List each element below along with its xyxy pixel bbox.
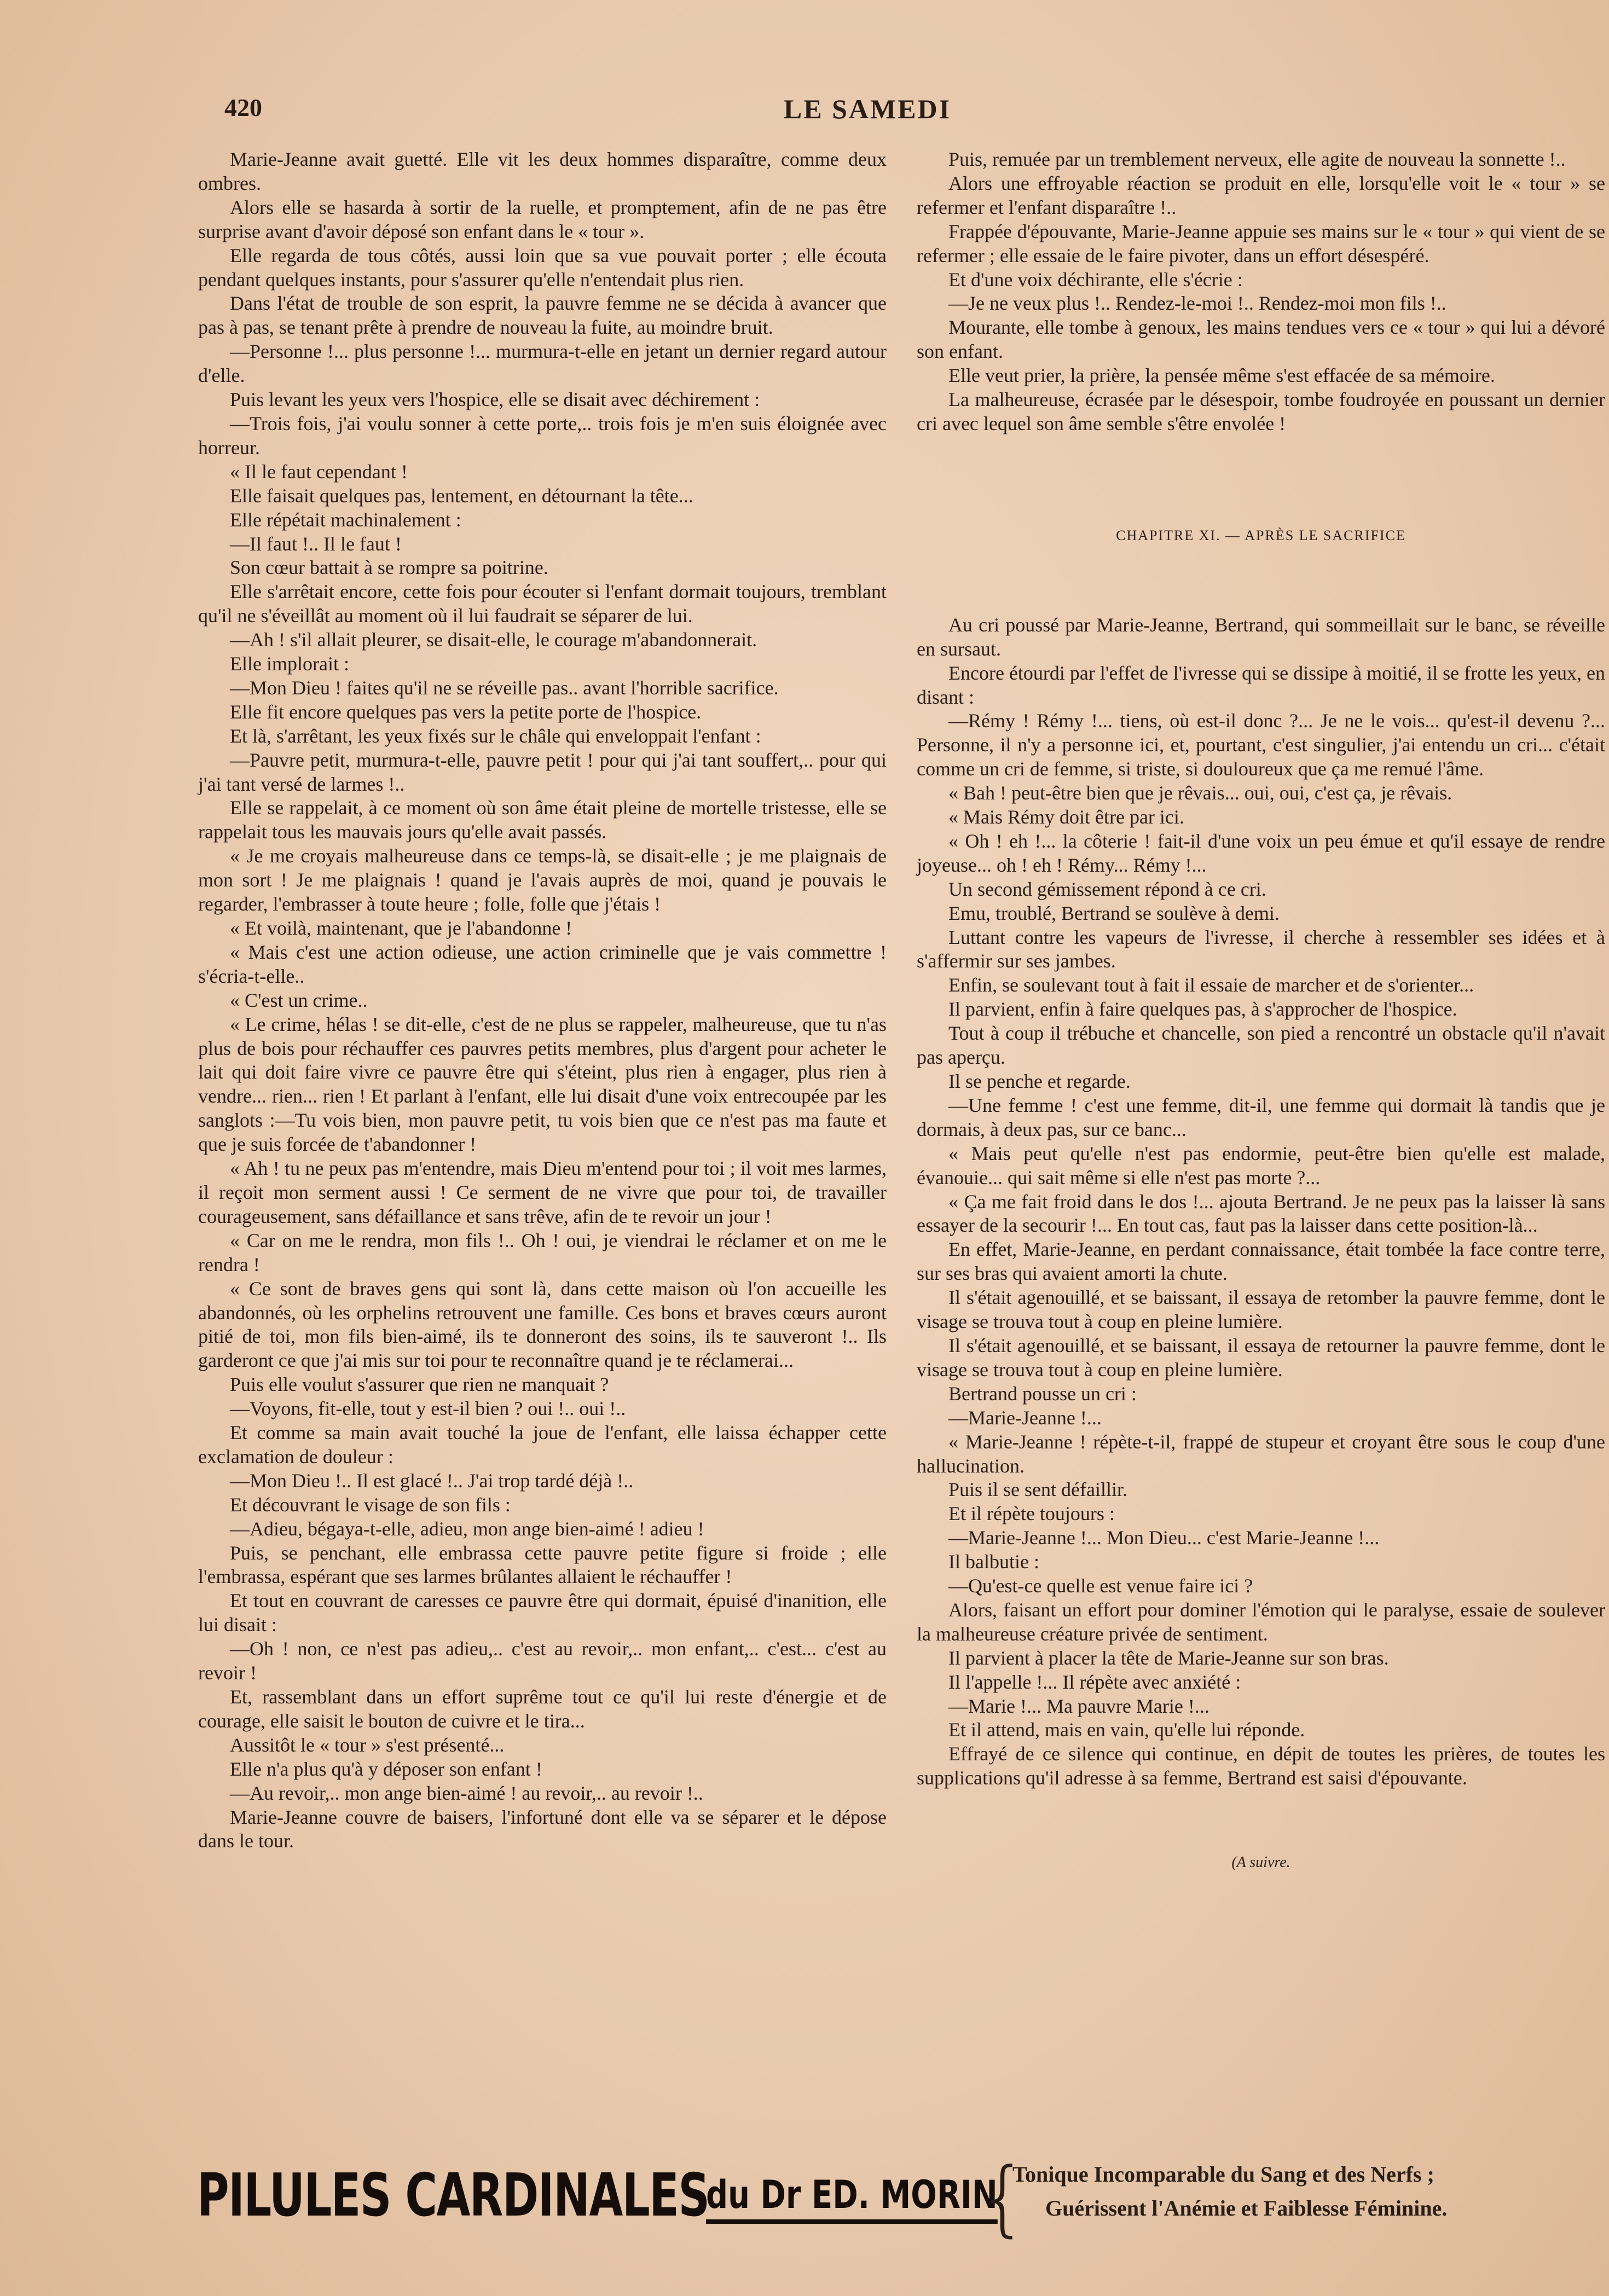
paragraph: —Marie !... Ma pauvre Marie !... — [948, 1695, 1209, 1717]
paragraph: Et il attend, mais en vain, qu'elle lui réponde. — [948, 1719, 1305, 1741]
paragraph: Alors elle se hasarda à sortir de la ruelle, et promptement, afin de ne pas être surprise avant d'avoir déposé son enfant dans le « tour ». — [198, 196, 887, 242]
paragraph: Son cœur battait à se rompre sa poitrine. — [230, 556, 548, 579]
advertisement — [186, 2145, 1598, 2246]
paragraph: —Voyons, fit-elle, tout y est-il bien ? oui !.. oui !.. — [230, 1398, 626, 1420]
paragraph: Et il répète toujours : — [948, 1503, 1115, 1525]
paragraph: Aussitôt le « tour » s'est présenté... — [230, 1733, 505, 1756]
paragraph: Puis levant les yeux vers l'hospice, elle se disait avec déchirement : — [230, 389, 760, 411]
paragraph: Elle regarda de tous côtés, aussi loin que sa vue pouvait porter ; elle écouta pendant quelques instants, pour s'assurer qu'elle n'entendait plus rien. — [198, 244, 887, 291]
paragraph: Elle répétait machinalement : — [230, 508, 461, 531]
chapter-heading: CHAPITRE XI. — APRÈS LE SACRIFICE — [1116, 527, 1406, 543]
paragraph: La malheureuse, écrasée par le désespoir, tombe foudroyée en poussant un dernier cri avec lequel son âme semble s'être envolée ! — [917, 389, 1605, 434]
paragraph: Et là, s'arrêtant, les yeux fixés sur le châle qui enveloppait l'enfant : — [230, 724, 761, 747]
paragraph: « C'est un crime.. — [230, 989, 368, 1011]
paragraph: —Oh ! non, ce n'est pas adieu,.. c'est au revoir,.. mon enfant,.. c'est... c'est au revoir ! — [198, 1638, 887, 1684]
paragraph: Puis, remuée par un tremblement nerveux, elle agite de nouveau la sonnette !.. — [948, 148, 1566, 170]
paragraph: « Et voilà, maintenant, que je l'abandonne ! — [230, 917, 572, 939]
paragraph: « Bah ! peut-être bien que je rêvais... oui, oui, c'est ça, je rêvais. — [948, 782, 1452, 804]
to-be-continued: (A suivre. — [1231, 1854, 1290, 1871]
right-column-top — [917, 148, 1605, 436]
paragraph: Emu, troublé, Bertrand se soulève à demi. — [948, 902, 1280, 924]
paragraph: « Mais Rémy doit être par ici. — [948, 806, 1184, 828]
paragraph: —Adieu, bégaya-t-elle, adieu, mon ange bien-aimé ! adieu ! — [230, 1517, 704, 1540]
paragraph: —Marie-Jeanne !... Mon Dieu... c'est Marie-Jeanne !... — [948, 1527, 1380, 1549]
paragraph: Alors, faisant un effort pour dominer l'émotion qui le paralyse, essaie de soulever la malheureuse créature privée de sentiment. — [917, 1598, 1605, 1645]
paragraph: Et découvrant le visage de son fils : — [230, 1493, 511, 1516]
ad-tagline-line2: Guérissent l'Anémie et Faiblesse Féminine. — [1045, 2196, 1448, 2220]
journal-title: LE SAMEDI — [783, 94, 952, 124]
ad-tagline-line1: Tonique Incomparable du Sang et des Nerfs ; — [1012, 2162, 1434, 2187]
paragraph: « Il le faut cependant ! — [230, 460, 408, 483]
paragraph: « Marie-Jeanne ! répète-t-il, frappé de stupeur et croyant être sous le coup d'une hallucination. — [917, 1430, 1605, 1477]
ad-author: du Dr ED. MORIN — [706, 2172, 998, 2224]
paragraph: Frappée d'épouvante, Marie-Jeanne appuie ses mains sur le « tour » qui vient de se refermer ; elle essaie de le faire pivoter, dans un effort désespéré. — [917, 220, 1605, 266]
paragraph: Il se penche et regarde. — [948, 1070, 1131, 1092]
paragraph: Dans l'état de trouble de son esprit, la pauvre femme ne se décida à avancer que pas à pas, se tenant prête à prendre de nouveau la fuite, au moindre bruit. — [198, 292, 887, 339]
ad-brand: PILULES CARDINALES — [197, 2161, 709, 2230]
paragraph: Enfin, se soulevant tout à fait il essaie de marcher et de s'orienter... — [948, 974, 1474, 996]
paragraph: Un second gémissement répond à ce cri. — [948, 878, 1266, 900]
paragraph: —Mon Dieu !.. Il est glacé !.. J'ai trop tardé déjà !.. — [230, 1469, 634, 1492]
paragraph: Il parvient, enfin à faire quelques pas, à s'approcher de l'hospice. — [948, 998, 1457, 1021]
brace-icon: { — [977, 2150, 1029, 2246]
paragraph: Marie-Jeanne avait guetté. Elle vit les deux hommes disparaître, comme deux ombres. — [198, 148, 887, 194]
paragraph: Il s'était agenouillé, et se baissant, il essaya de retourner la pauvre femme, dont le visage se trouva tout à coup en pleine lumière. — [917, 1334, 1605, 1381]
right-column — [917, 148, 1605, 1875]
paragraph: —Rémy ! Rémy !... tiens, où est-il donc ?... Je ne le vois... qu'est-il devenu ?... Personne, il n'y a personne ici, et, pourtant, c'est singulier, j'ai entendu un cri... c'était comme un cri de femme, si triste, si douloureux que ça me remué l'âme. — [917, 710, 1605, 780]
paragraph: Bertrand pousse un cri : — [948, 1382, 1137, 1405]
paragraph: —Je ne veux plus !.. Rendez-le-moi !.. Rendez-moi mon fils !.. — [948, 292, 1446, 315]
paragraph: Et d'une voix déchirante, elle s'écrie : — [948, 268, 1243, 291]
paragraph: Puis, se penchant, elle embrassa cette pauvre petite figure si froide ; elle l'embrassa, espérant que ses larmes brûlantes allaient le réchauffer ! — [198, 1541, 887, 1588]
paragraph: Et, rassemblant dans un effort suprême tout ce qu'il lui reste d'énergie et de courage, elle saisit le bouton de cuivre et le tira... — [198, 1686, 887, 1732]
left-column — [198, 148, 887, 1853]
paragraph: « Ça me fait froid dans le dos !... ajouta Bertrand. Je ne peux pas la laisser là sans essayer de la secourir !... En tout cas, faut pas la laisser dans cette position-là... — [917, 1190, 1605, 1237]
paragraph: « Car on me le rendra, mon fils !.. Oh ! oui, je viendrai le réclamer et on me le rendra ! — [198, 1229, 887, 1275]
paragraph: Elle veut prier, la prière, la pensée même s'est effacée de sa mémoire. — [948, 364, 1495, 387]
paragraph: —Mon Dieu ! faites qu'il ne se réveille pas.. avant l'horrible sacrifice. — [230, 676, 779, 699]
paragraph: Marie-Jeanne couvre de baisers, l'infortuné dont elle va se séparer et le dépose dans le tour. — [198, 1806, 887, 1852]
page-header — [224, 93, 1510, 131]
paragraph: Et tout en couvrant de caresses ce pauvre être qui dormait, épuisé d'inanition, elle lui disait : — [198, 1590, 887, 1636]
page-number: 420 — [224, 94, 262, 121]
paragraph: Il parvient à placer la tête de Marie-Jeanne sur son bras. — [948, 1646, 1389, 1669]
paragraph: Tout à coup il trébuche et chancelle, son pied a rencontré un obstacle qu'il n'avait pas aperçu. — [917, 1022, 1605, 1069]
paragraph: —Personne !... plus personne !... murmura-t-elle en jetant un dernier regard autour d'elle. — [198, 340, 887, 387]
paragraph: Elle implorait : — [230, 653, 349, 675]
paragraph: —Ah ! s'il allait pleurer, se disait-elle, le courage m'abandonnerait. — [230, 629, 757, 651]
paragraph: Elle s'arrêtait encore, cette fois pour écouter si l'enfant dormait toujours, tremblant qu'il ne s'éveillât au moment où il lui faudrait se séparer de lui. — [198, 581, 887, 627]
paragraph: Et comme sa main avait touché la joue de l'enfant, elle laissa échapper cette exclamation de douleur : — [198, 1422, 887, 1468]
paragraph: —Trois fois, j'ai voulu sonner à cette porte,.. trois fois je m'en suis éloignée avec horreur. — [198, 412, 887, 459]
paragraph: Effrayé de ce silence qui continue, en dépit de toutes les prières, de toutes les supplications qu'il adresse à sa femme, Bertrand est saisi d'épouvante. — [917, 1743, 1605, 1789]
right-column-bottom — [917, 613, 1605, 1790]
paragraph: Puis il se sent défaillir. — [948, 1479, 1127, 1501]
paragraph: Elle se rappelait, à ce moment où son âme était pleine de mortelle tristesse, elle se rappelait tous les mauvais jours qu'elle avait passés. — [198, 797, 887, 843]
paragraph: Il s'était agenouillé, et se baissant, il essaya de retomber la pauvre femme, dont le visage se trouva tout à coup en pleine lumière. — [917, 1286, 1605, 1333]
paragraph: —Au revoir,.. mon ange bien-aimé ! au revoir,.. au revoir !.. — [230, 1782, 703, 1804]
paragraph: Elle faisait quelques pas, lentement, en détournant la tête... — [230, 484, 693, 507]
paragraph: « Ce sont de braves gens qui sont là, dans cette maison où l'on accueille les abandonnés, où les orphelins retrouvent une famille. Ces bons et braves cœurs auront pitié de toi, mon fils bien-aimé, ils te donneront des soins, ils te sauveront !.. Ils garderont ce que j'ai mis sur toi pour te reconnaître quand je te réclamerai... — [198, 1277, 887, 1372]
paragraph: Elle fit encore quelques pas vers la petite porte de l'hospice. — [230, 700, 702, 723]
paragraph: —Marie-Jeanne !... — [948, 1406, 1102, 1429]
paragraph: « Mais peut qu'elle n'est pas endormie, peut-être bien qu'elle est malade, évanouie... qui sait même si elle n'est pas morte ?... — [917, 1142, 1605, 1188]
paragraph: —Il faut !.. Il le faut ! — [230, 532, 402, 555]
paragraph: Alors une effroyable réaction se produit en elle, lorsqu'elle voit le « tour » se refermer et l'enfant disparaître !.. — [917, 172, 1605, 218]
paragraph: Elle n'a plus qu'à y déposer son enfant ! — [230, 1758, 542, 1780]
paragraph: « Ah ! tu ne peux pas m'entendre, mais Dieu m'entend pour toi ; il voit mes larmes, il reçoit mon serment aussi ! Ce serment de ne vivre que pour toi, de travailler courageusement, sans défaillance et sans trêve, afin de te revoir un jour ! — [198, 1157, 887, 1227]
paragraph: Il l'appelle !... Il répète avec anxiété : — [948, 1671, 1241, 1693]
paragraph: Mourante, elle tombe à genoux, les mains tendues vers ce « tour » qui lui a dévoré son enfant. — [917, 316, 1605, 363]
paragraph: —Qu'est-ce quelle est venue faire ici ? — [948, 1575, 1253, 1597]
paragraph: « Je me croyais malheureuse dans ce temps-là, se disait-elle ; je me plaignais de mon sort ! Je me plaignais ! quand je l'avais auprès de moi, quand je pouvais le regarder, l'embrasser à toute heure ; folle, folle que j'étais ! — [198, 845, 887, 915]
paragraph: Luttant contre les vapeurs de l'ivresse, il cherche à ressembler ses idées et à s'affermir sur ses jambes. — [917, 926, 1605, 972]
paragraph: « Mais c'est une action odieuse, une action criminelle que je vais commettre ! s'écria-t-elle.. — [198, 941, 887, 987]
paragraph: —Une femme ! c'est une femme, dit-il, une femme qui dormait là tandis que je dormais, à deux pas, sur ce banc... — [917, 1094, 1605, 1140]
paragraph: —Pauvre petit, murmura-t-elle, pauvre petit ! pour qui j'ai tant souffert,.. pour qui j'ai tant versé de larmes !.. — [198, 749, 887, 795]
paragraph: « Le crime, hélas ! se dit-elle, c'est de ne plus se rappeler, malheureuse, que tu n'as plus de bois pour réchauffer ces pauvres petits membres, plus d'argent pour acheter le lait qui doit faire vivre ce pauvre être qui s'éteint, plus rien à engager, plus rien à vendre... rien... rien ! Et parlant à l'enfant, elle lui disait d'une voix entrecoupée par les sanglots :—Tu vois bien, mon pauvre petit, tu vois bien que ce n'est pas ma faute et que je suis forcée de t'abandonner ! — [198, 1013, 887, 1156]
paragraph: Au cri poussé par Marie-Jeanne, Bertrand, qui sommeillait sur le banc, se réveille en sursaut. — [917, 613, 1605, 660]
paragraph: Puis elle voulut s'assurer que rien ne manquait ? — [230, 1373, 609, 1396]
paragraph: Encore étourdi par l'effet de l'ivresse qui se dissipe à moitié, il se frotte les yeux, en disant : — [917, 662, 1605, 708]
paragraph: « Oh ! eh !... la côterie ! fait-il d'une voix un peu émue et qu'il essaye de rendre joyeuse... oh ! eh ! Rémy... Rémy !... — [917, 830, 1605, 876]
paragraph: Il balbutie : — [948, 1551, 1039, 1573]
paragraph: En effet, Marie-Jeanne, en perdant connaissance, était tombée la face contre terre, sur ses bras qui avaient amorti la chute. — [917, 1238, 1605, 1285]
